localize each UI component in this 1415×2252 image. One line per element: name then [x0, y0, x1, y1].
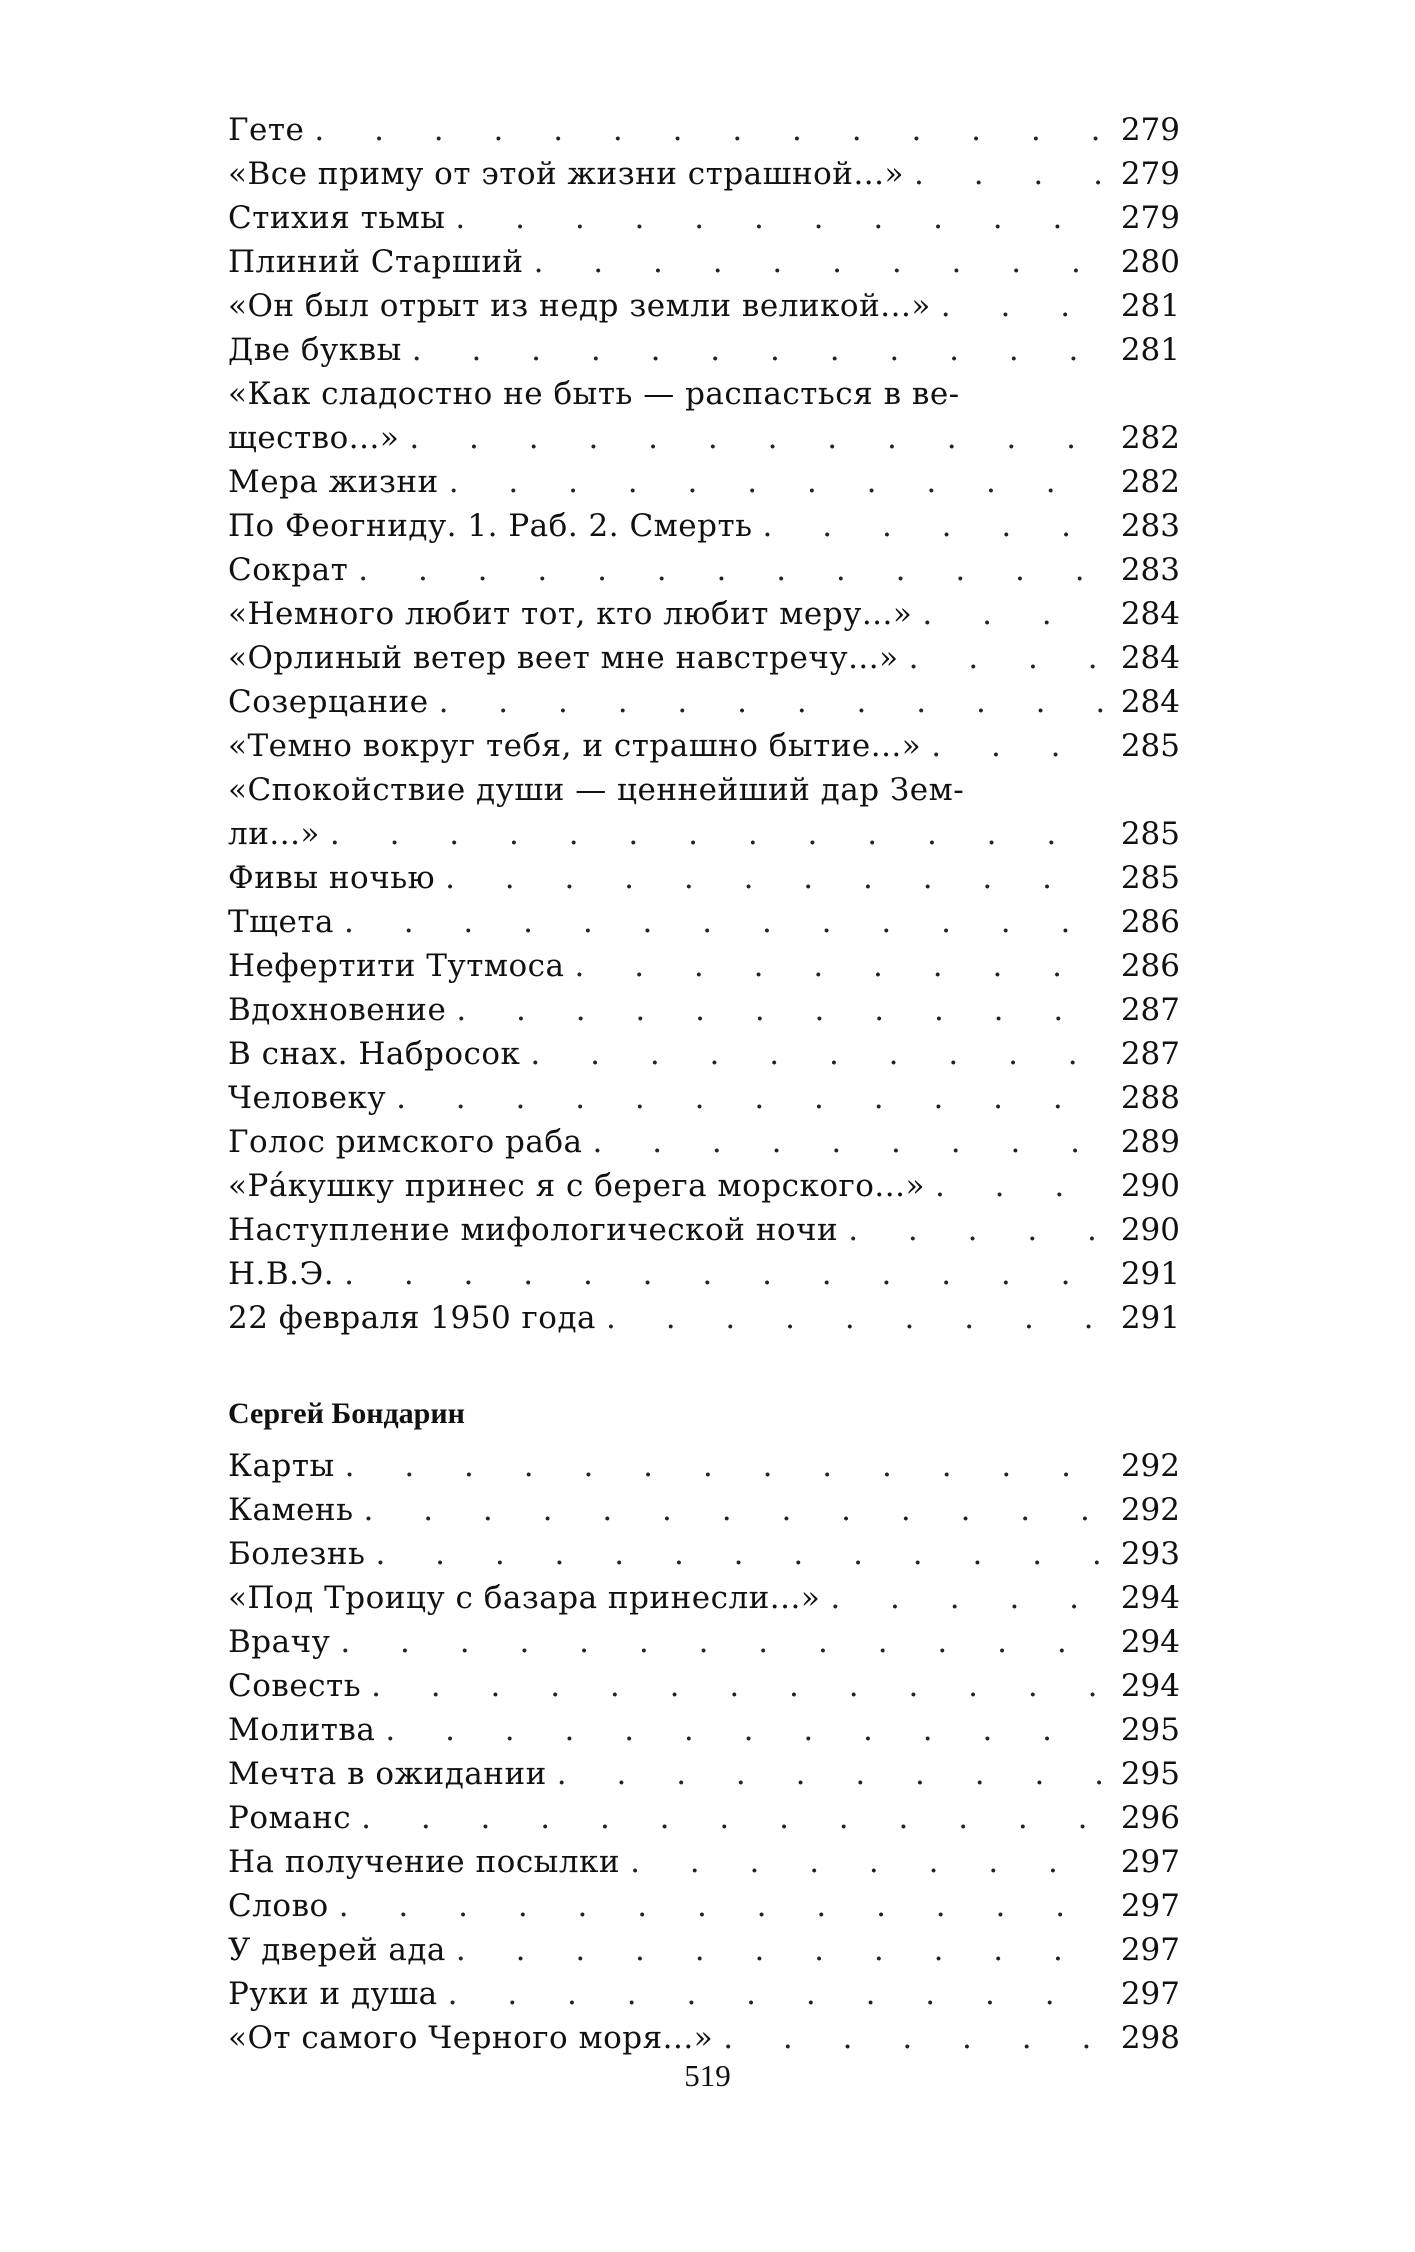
toc-entry-title: Слово: [228, 1888, 329, 1924]
dot-leader: [371, 1664, 1104, 1708]
section-author-heading: Сергей Бондарин: [228, 1397, 465, 1430]
toc-entry: [228, 284, 1180, 328]
toc-entry-title: Карты: [228, 1448, 335, 1484]
toc-entry-title: «Ра́кушку принес я с берега морского...»: [228, 1168, 925, 1204]
dot-leader: [456, 1928, 1104, 1972]
toc-entry-page: 292: [1120, 1448, 1180, 1484]
toc-entry: [228, 592, 1180, 636]
dot-leader: [575, 944, 1105, 988]
section-gap: [228, 1340, 1180, 1384]
toc-entry-wrapped-line: «Спокойствие души — ценнейший дар Зем-: [228, 772, 965, 808]
dot-leader: [630, 1840, 1104, 1884]
toc-entry: [228, 1164, 1180, 1208]
toc-entry-title: Тщета: [228, 904, 334, 940]
toc-entry: [228, 1532, 1180, 1576]
dot-leader: [941, 284, 1104, 328]
dot-leader: [448, 1972, 1104, 2016]
toc-entry-page: 295: [1120, 1712, 1180, 1748]
dot-leader: [931, 724, 1104, 768]
toc-entry: [228, 1252, 1180, 1296]
toc-entry: [228, 1296, 1180, 1340]
dot-leader: [344, 1252, 1104, 1296]
toc-entry: [228, 152, 1180, 196]
dot-leader: [344, 900, 1104, 944]
toc-entry: [228, 240, 1180, 284]
toc-entry-page: 284: [1120, 596, 1180, 632]
toc-entry-title: Камень: [228, 1492, 354, 1528]
toc-entry-page: 297: [1120, 1844, 1180, 1880]
toc-entry-title: Молитва: [228, 1712, 376, 1748]
toc-entry-title: Вдохновение: [228, 992, 447, 1028]
toc-entry-page: 284: [1120, 684, 1180, 720]
dot-leader: [396, 1076, 1104, 1120]
toc-entry-title: «Все приму от этой жизни страшной...»: [228, 156, 904, 192]
toc-entry-page: 297: [1120, 1932, 1180, 1968]
toc-entry: [228, 1708, 1180, 1752]
dot-leader: [723, 2016, 1104, 2060]
dot-leader: [409, 416, 1104, 460]
toc-entry-page: 286: [1120, 904, 1180, 940]
toc-entry-page: 288: [1120, 1080, 1180, 1116]
dot-leader: [363, 1488, 1104, 1532]
toc-entry: [228, 108, 1180, 152]
toc-entry-page: 293: [1120, 1536, 1180, 1572]
dot-leader: [763, 504, 1104, 548]
dot-leader: [375, 1532, 1104, 1576]
toc-entry-page: 289: [1120, 1124, 1180, 1160]
toc-entry-page: 297: [1120, 1888, 1180, 1924]
toc-entry-title: Плиний Старший: [228, 244, 524, 280]
toc-entry-title: 22 февраля 1950 года: [228, 1300, 597, 1336]
toc-entry-page: 283: [1120, 552, 1180, 588]
dot-leader: [445, 856, 1104, 900]
toc-entry-page: 292: [1120, 1492, 1180, 1528]
toc-entry: [228, 2016, 1180, 2060]
toc-entry: [228, 1664, 1180, 1708]
dot-leader: [330, 812, 1104, 856]
toc-entry-wrapped-line: «Как сладостно не быть — распасться в ве-: [228, 376, 960, 412]
toc-entry-page: 295: [1120, 1756, 1180, 1792]
toc-entry: [228, 944, 1180, 988]
toc-entry-title: Мера жизни: [228, 464, 439, 500]
toc-entry-page: 279: [1120, 156, 1180, 192]
toc-entry: [228, 856, 1180, 900]
toc-group: [228, 108, 1180, 372]
dot-leader: [935, 1164, 1104, 1208]
toc-entry-title: Человеку: [228, 1080, 387, 1116]
toc-entry-page: 279: [1120, 200, 1180, 236]
toc-entry-page: 280: [1120, 244, 1180, 280]
dot-leader: [534, 240, 1104, 284]
toc-entry-page: 286: [1120, 948, 1180, 984]
toc-entry-title: щество...»: [228, 420, 400, 456]
toc-entry-page: 294: [1120, 1624, 1180, 1660]
dot-leader: [455, 196, 1104, 240]
dot-leader: [439, 680, 1104, 724]
toc-entry-title: Романс: [228, 1800, 352, 1836]
toc-entry-page: 296: [1120, 1800, 1180, 1836]
dot-leader: [385, 1708, 1104, 1752]
toc-entry-page: 291: [1120, 1300, 1180, 1336]
toc-entry-page: 283: [1120, 508, 1180, 544]
toc-entry-page: 282: [1120, 420, 1180, 456]
dot-leader: [412, 328, 1104, 372]
toc-entry-page: 285: [1120, 816, 1180, 852]
dot-leader: [339, 1884, 1104, 1928]
toc-entry-page: 290: [1120, 1212, 1180, 1248]
dot-leader: [340, 1620, 1104, 1664]
dot-leader: [530, 1032, 1104, 1076]
toc-entry-page: 291: [1120, 1256, 1180, 1292]
toc-entry-page: 281: [1120, 332, 1180, 368]
toc-entry: [228, 988, 1180, 1032]
toc-entry-title: «От самого Черного моря...»: [228, 2020, 714, 2056]
toc-entry-title: На получение посылки: [228, 1844, 621, 1880]
toc-entry-page: 294: [1120, 1668, 1180, 1704]
toc-entry: [228, 1840, 1180, 1884]
toc-entry-title: ли...»: [228, 816, 320, 852]
dot-leader: [358, 548, 1104, 592]
dot-leader: [914, 152, 1104, 196]
toc-entry-title: Две буквы: [228, 332, 402, 368]
toc-entry-title: Созерцание: [228, 684, 429, 720]
toc-entry-page: 294: [1120, 1580, 1180, 1616]
toc-entry: [228, 1444, 1180, 1488]
toc-group: [228, 460, 1180, 768]
toc-entry-title: Н.В.Э.: [228, 1256, 335, 1292]
toc-entry-title: «Темно вокруг тебя, и страшно бытие...»: [228, 728, 922, 764]
dot-leader: [557, 1752, 1104, 1796]
dot-leader: [345, 1444, 1104, 1488]
toc-entry-page: 298: [1120, 2020, 1180, 2056]
toc-entry: [228, 416, 1180, 460]
toc-entry-title: Болезнь: [228, 1536, 366, 1572]
dot-leader: [456, 988, 1104, 1032]
toc-entry: [228, 1884, 1180, 1928]
toc-entry: [228, 812, 1180, 856]
toc-entry-title: У дверей ада: [228, 1932, 446, 1968]
toc-entry-title: Совесть: [228, 1668, 362, 1704]
toc-entry-title: Наступление мифологической ночи: [228, 1212, 839, 1248]
toc-entry-page: 285: [1120, 860, 1180, 896]
toc-entry-title: Врачу: [228, 1624, 331, 1660]
toc-entry-page: 281: [1120, 288, 1180, 324]
toc-entry: [228, 900, 1180, 944]
toc-entry: [228, 680, 1180, 724]
toc-entry: [228, 1796, 1180, 1840]
toc-entry-page: 282: [1120, 464, 1180, 500]
toc-entry-title: Голос римского раба: [228, 1124, 583, 1160]
toc-entry-page: 297: [1120, 1976, 1180, 2012]
toc-group: [228, 856, 1180, 1340]
toc-entry: [228, 636, 1180, 680]
toc-entry-title: Гете: [228, 112, 305, 148]
toc-entry: [228, 1208, 1180, 1252]
toc-entry: [228, 328, 1180, 372]
toc-entry-title: По Феогниду. 1. Раб. 2. Смерть: [228, 508, 753, 544]
toc-entry: [228, 1620, 1180, 1664]
toc-entry-page: 285: [1120, 728, 1180, 764]
toc-entry: [228, 460, 1180, 504]
toc-entry: [228, 1752, 1180, 1796]
table-of-contents: [228, 108, 1180, 2060]
toc-entry-page: 284: [1120, 640, 1180, 676]
dot-leader: [449, 460, 1104, 504]
dot-leader: [848, 1208, 1104, 1252]
toc-entry-title: В снах. Набросок: [228, 1036, 521, 1072]
toc-entry-title: Мечта в ожидании: [228, 1756, 547, 1792]
dot-leader: [606, 1296, 1104, 1340]
toc-entry-title: Нефертити Тутмоса: [228, 948, 565, 984]
dot-leader: [314, 108, 1104, 152]
dot-leader: [593, 1120, 1104, 1164]
toc-entry-title: Руки и душа: [228, 1976, 438, 2012]
toc-entry: [228, 1928, 1180, 1972]
dot-leader: [922, 592, 1104, 636]
toc-entry-page: 279: [1120, 112, 1180, 148]
toc-entry: [228, 1032, 1180, 1076]
toc-entry: [228, 548, 1180, 592]
toc-entry: [228, 1972, 1180, 2016]
toc-entry-title: Стихия тьмы: [228, 200, 446, 236]
toc-entry-title: Сократ: [228, 552, 349, 588]
toc-group: [228, 1444, 1180, 2060]
toc-entry-title: Фивы ночью: [228, 860, 436, 896]
dot-leader: [830, 1576, 1104, 1620]
toc-entry: [228, 1576, 1180, 1620]
toc-entry: [228, 504, 1180, 548]
dot-leader: [361, 1796, 1104, 1840]
toc-entry-page: 287: [1120, 1036, 1180, 1072]
toc-entry-page: 287: [1120, 992, 1180, 1028]
toc-entry-page: 290: [1120, 1168, 1180, 1204]
toc-entry: [228, 1120, 1180, 1164]
toc-entry-title: «Орлиный ветер веет мне навстречу...»: [228, 640, 899, 676]
toc-entry: [228, 196, 1180, 240]
toc-entry: [228, 724, 1180, 768]
toc-entry: [228, 1488, 1180, 1532]
dot-leader: [909, 636, 1104, 680]
page-number: 519: [684, 2058, 731, 2093]
toc-entry: [228, 1076, 1180, 1120]
toc-entry-title: «Под Троицу с базара принесли...»: [228, 1580, 821, 1616]
toc-entry-title: «Он был отрыт из недр земли великой...»: [228, 288, 931, 324]
toc-entry-title: «Немного любит тот, кто любит меру...»: [228, 596, 913, 632]
